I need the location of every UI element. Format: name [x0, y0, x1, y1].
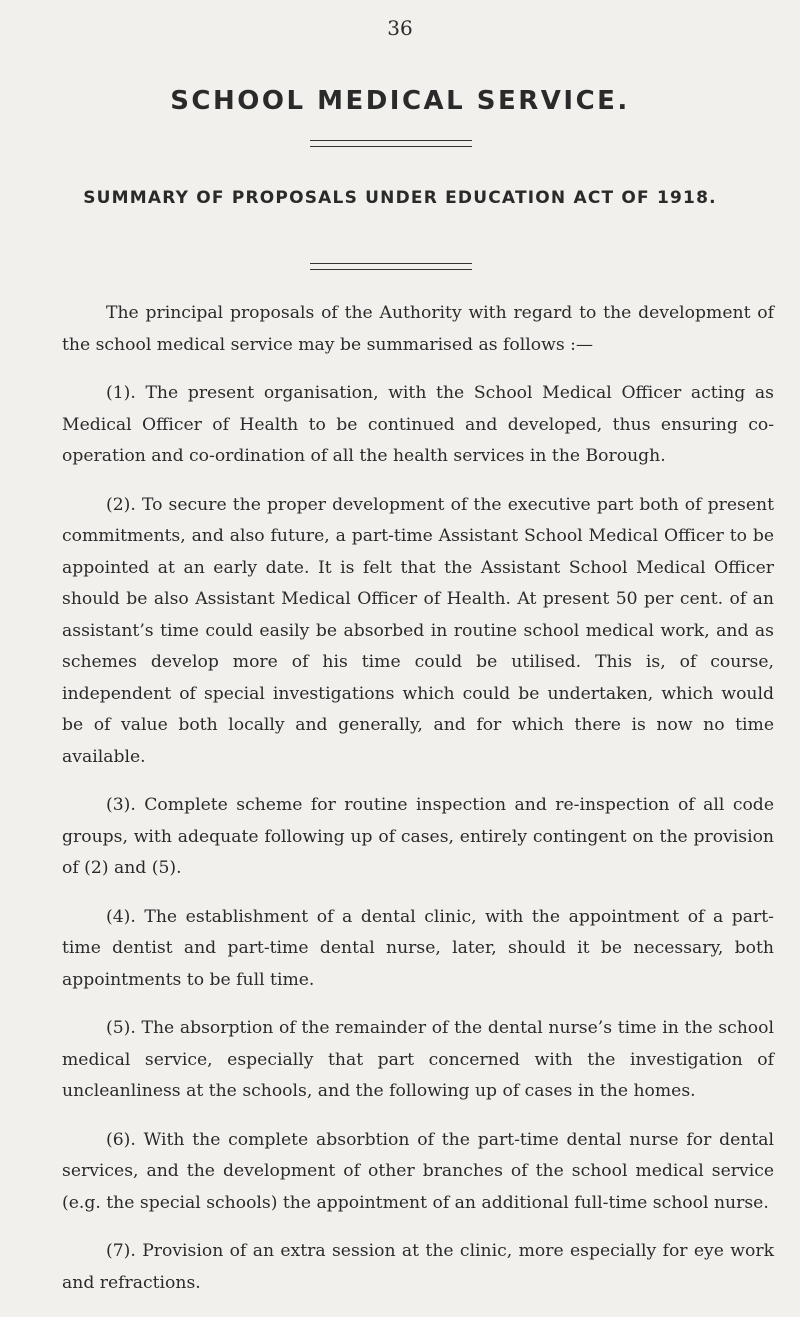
double-rule-divider [310, 263, 472, 270]
proposal-number: (3). [106, 795, 136, 815]
proposal-text: The absorption of the remainder of the dental nurse’s time in the school medical service, especially that part concerned with the investigation of uncleanliness at the schools, and the following up of cases in the homes. [62, 1018, 774, 1101]
proposal-item [62, 490, 774, 774]
section-subtitle: SUMMARY OF PROPOSALS UNDER EDUCATION ACT OF 1918. [83, 188, 717, 208]
proposal-item [62, 378, 774, 473]
proposal-number: (1). [106, 383, 136, 403]
document-body [62, 298, 774, 1299]
page-number: 36 [387, 16, 413, 40]
proposal-number: (6). [106, 1129, 136, 1150]
proposal-number: (7). [106, 1241, 136, 1261]
proposal-text: Provision of an extra session at the clinic, more especially for eye work and refractions. [62, 1241, 774, 1293]
proposal-number: (5). [106, 1018, 136, 1038]
proposal-item [62, 1013, 774, 1108]
proposal-item [62, 1125, 774, 1220]
proposal-text: The establishment of a dental clinic, with the appointment of a part-time dentist and part-time dental nurse, later, should it be necessary, both appointments to be full time. [62, 906, 774, 990]
proposal-item [62, 1236, 774, 1299]
intro-paragraph: The principal proposals of the Authority with regard to the development of the school medical service may be summarised as follows :— [62, 303, 774, 355]
proposal-text: The present organisation, with the School Medical Officer acting as Medical Officer of Health to be continued and developed, thus ensuring co-operation and co-ordination of all the health services in the Borough. [62, 383, 774, 466]
proposal-text: To secure the proper development of the executive part both of present commitments, and also future, a part-time Assistant School Medical Officer to be appointed at an early date. It is felt that the Assistant School Medical Officer should be also Assistant Medical Officer of Health. At present 50 per cent. of an assistant’s time could easily be absorbed in routine school medical work, and as schemes develop more of his time could be utilised. This is, of course, independent of special investigations which could be undertaken, which would be of value both locally and generally, and for which there is now no time available. [62, 494, 774, 767]
proposal-number: (2). [106, 494, 136, 515]
proposal-item [62, 902, 774, 997]
proposal-number: (4). [106, 906, 136, 927]
proposal-text: With the complete absorbtion of the part-time dental nurse for dental services, and the development of other branches of the school medical service (e.g. the special schools) the appointment of an additional full-time school nurse. [62, 1129, 774, 1213]
double-rule-divider [310, 140, 472, 147]
proposal-text: Complete scheme for routine inspection and re-inspection of all code groups, with adequate following up of cases, entirely contingent on the provision of (2) and (5). [62, 795, 774, 878]
proposal-item [62, 790, 774, 885]
page-title: SCHOOL MEDICAL SERVICE. [170, 86, 630, 116]
